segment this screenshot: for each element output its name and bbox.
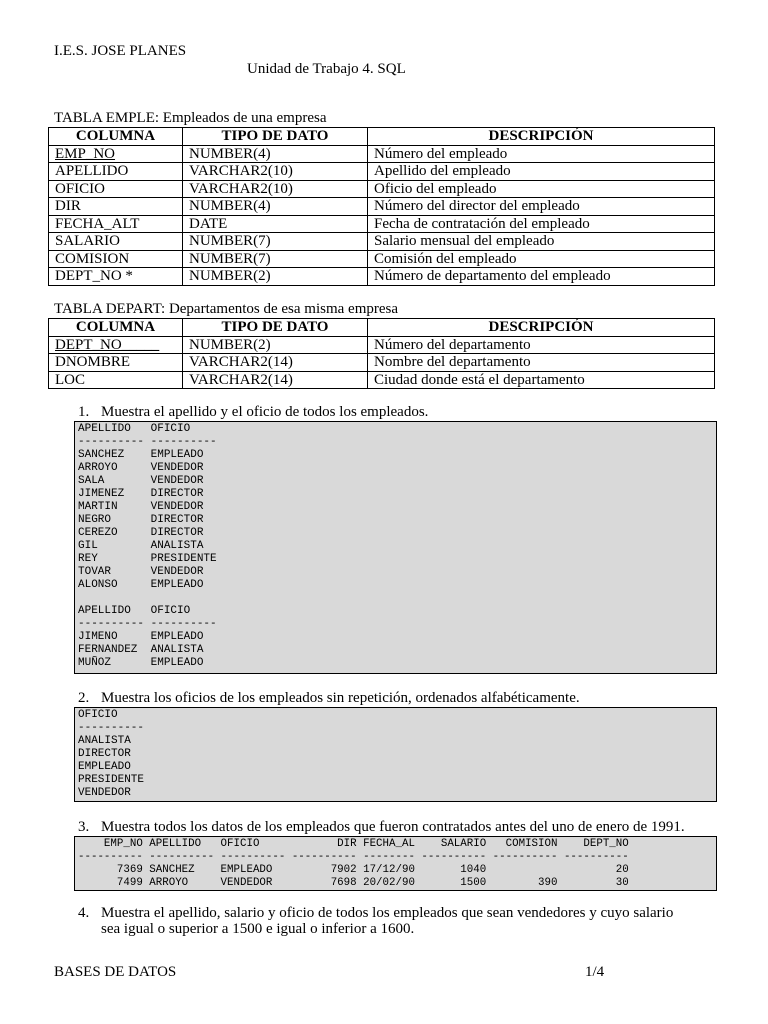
table-row [49,336,715,354]
table-cell: EMP_NO [49,145,183,163]
table-cell: Fecha de contratación del empleado [368,215,715,233]
output-row: REY PRESIDENTE [78,553,217,565]
sql-output-1 [74,421,717,674]
question-2 [78,690,580,707]
table-row [49,198,715,216]
output-row: DIRECTOR [78,748,131,760]
table-cell: DIR [49,198,183,216]
footer-left: BASES DE DATOS [54,964,177,980]
table-row [49,250,715,268]
col-header: DESCRIPCIÓN [368,319,715,337]
output-row: JIMENEZ DIRECTOR [78,488,204,500]
table-cell: NUMBER(4) [183,198,368,216]
question-text: Muestra los oficios de los empleados sin repetición, ordenados alfabéticamente. [101,690,580,706]
output-row: EMPLEADO [78,761,131,773]
output-row: TOVAR VENDEDOR [78,566,204,578]
question-number: 2. [78,690,90,706]
question-number: 3. [78,819,90,835]
output-row: MUÑOZ EMPLEADO [78,657,204,669]
depart-table [48,318,715,389]
output-row: JIMENO EMPLEADO [78,631,204,643]
table-cell: Oficio del empleado [368,180,715,198]
table-cell: Comisión del empleado [368,250,715,268]
table-cell: DNOMBRE [49,354,183,372]
output-row: ARROYO VENDEDOR [78,462,204,474]
emple-caption: TABLA EMPLE: Empleados de una empresa [54,110,327,126]
table-row [49,215,715,233]
sql-output-3 [74,836,717,891]
question-1 [78,404,428,421]
output-row: ALONSO EMPLEADO [78,579,204,591]
depart-caption: TABLA DEPART: Departamentos de esa misma empresa [54,301,399,317]
output-row: PRESIDENTE [78,774,145,786]
table-cell: DATE [183,215,368,233]
col-header: DESCRIPCIÓN [368,128,715,146]
col-header: COLUMNA [49,128,183,146]
output-row: VENDEDOR [78,787,131,799]
table-cell: Salario mensual del empleado [368,233,715,251]
table-cell: Número de departamento del empleado [368,268,715,286]
table-row [49,233,715,251]
col-header: TIPO DE DATO [183,128,368,146]
question-number: 4. [78,905,90,921]
table-cell: Apellido del empleado [368,163,715,181]
table-cell: Ciudad donde está el departamento [368,371,715,389]
table-row [49,354,715,372]
question-text: Muestra el apellido, salario y oficio de todos los empleados que sean vendedores y cuyo salario [101,905,674,921]
table-cell: VARCHAR2(14) [183,354,368,372]
table-cell: VARCHAR2(14) [183,371,368,389]
question-4-continued [101,921,414,938]
table-row [49,145,715,163]
table-cell: OFICIO [49,180,183,198]
table-cell: LOC [49,371,183,389]
question-text: Muestra todos los datos de los empleados que fueron contratados antes del uno de enero de 1991. [101,819,685,835]
table-cell: FECHA_ALT [49,215,183,233]
school-name: I.E.S. JOSE PLANES [54,43,187,59]
output-separator: ---------- ---------- [78,618,217,630]
question-text: sea igual o superior a 1500 e igual o inferior a 1600. [101,921,415,937]
output-row: SALA VENDEDOR [78,475,204,487]
question-4 [78,905,673,922]
table-row [49,268,715,286]
output-separator: ---------- ---------- ---------- ---------- -------- ---------- ---------- ---------- [78,851,629,863]
output-header: APELLIDO OFICIO [78,605,191,617]
output-header: APELLIDO OFICIO [78,423,191,435]
output-row: GIL ANALISTA [78,540,204,552]
output-row: ANALISTA [78,735,131,747]
table-cell: COMISION [49,250,183,268]
table-cell: DEPT_NO * [49,268,183,286]
table-cell: SALARIO [49,233,183,251]
table-cell: NUMBER(4) [183,145,368,163]
output-row: 7499 ARROYO VENDEDOR 7698 20/02/90 1500 390 30 [78,877,629,889]
table-cell: NUMBER(7) [183,233,368,251]
output-row: FERNANDEZ ANALISTA [78,644,204,656]
output-separator: ---------- ---------- [78,436,217,448]
table-row [49,180,715,198]
table-row [49,371,715,389]
table-row [49,163,715,181]
table-header-row [49,128,715,146]
output-row: 7369 SANCHEZ EMPLEADO 7902 17/12/90 1040 20 [78,864,629,876]
emple-table [48,127,715,286]
output-row: MARTIN VENDEDOR [78,501,204,513]
table-cell: Número del director del empleado [368,198,715,216]
page-number: 1/4 [585,964,605,980]
table-cell: Número del empleado [368,145,715,163]
col-header: COLUMNA [49,319,183,337]
unit-title: Unidad de Trabajo 4. SQL [247,61,406,77]
table-cell: Nombre del departamento [368,354,715,372]
sql-output-2 [74,707,717,802]
output-separator: ---------- [78,722,145,734]
table-cell: NUMBER(7) [183,250,368,268]
question-text: Muestra el apellido y el oficio de todos los empleados. [101,404,429,420]
table-cell: APELLIDO [49,163,183,181]
table-cell: VARCHAR2(10) [183,163,368,181]
question-3 [78,819,685,836]
output-row: SANCHEZ EMPLEADO [78,449,204,461]
col-header: TIPO DE DATO [183,319,368,337]
output-row: NEGRO DIRECTOR [78,514,204,526]
table-cell: DEPT_NO_____ [49,336,183,354]
table-header-row [49,319,715,337]
question-number: 1. [78,404,90,420]
output-header: OFICIO [78,709,118,721]
table-cell: NUMBER(2) [183,268,368,286]
table-cell: Número del departamento [368,336,715,354]
output-header: EMP_NO APELLIDO OFICIO DIR FECHA_AL SALARIO COMISION DEPT_NO [78,838,629,850]
output-row: CEREZO DIRECTOR [78,527,204,539]
table-cell: NUMBER(2) [183,336,368,354]
table-cell: VARCHAR2(10) [183,180,368,198]
